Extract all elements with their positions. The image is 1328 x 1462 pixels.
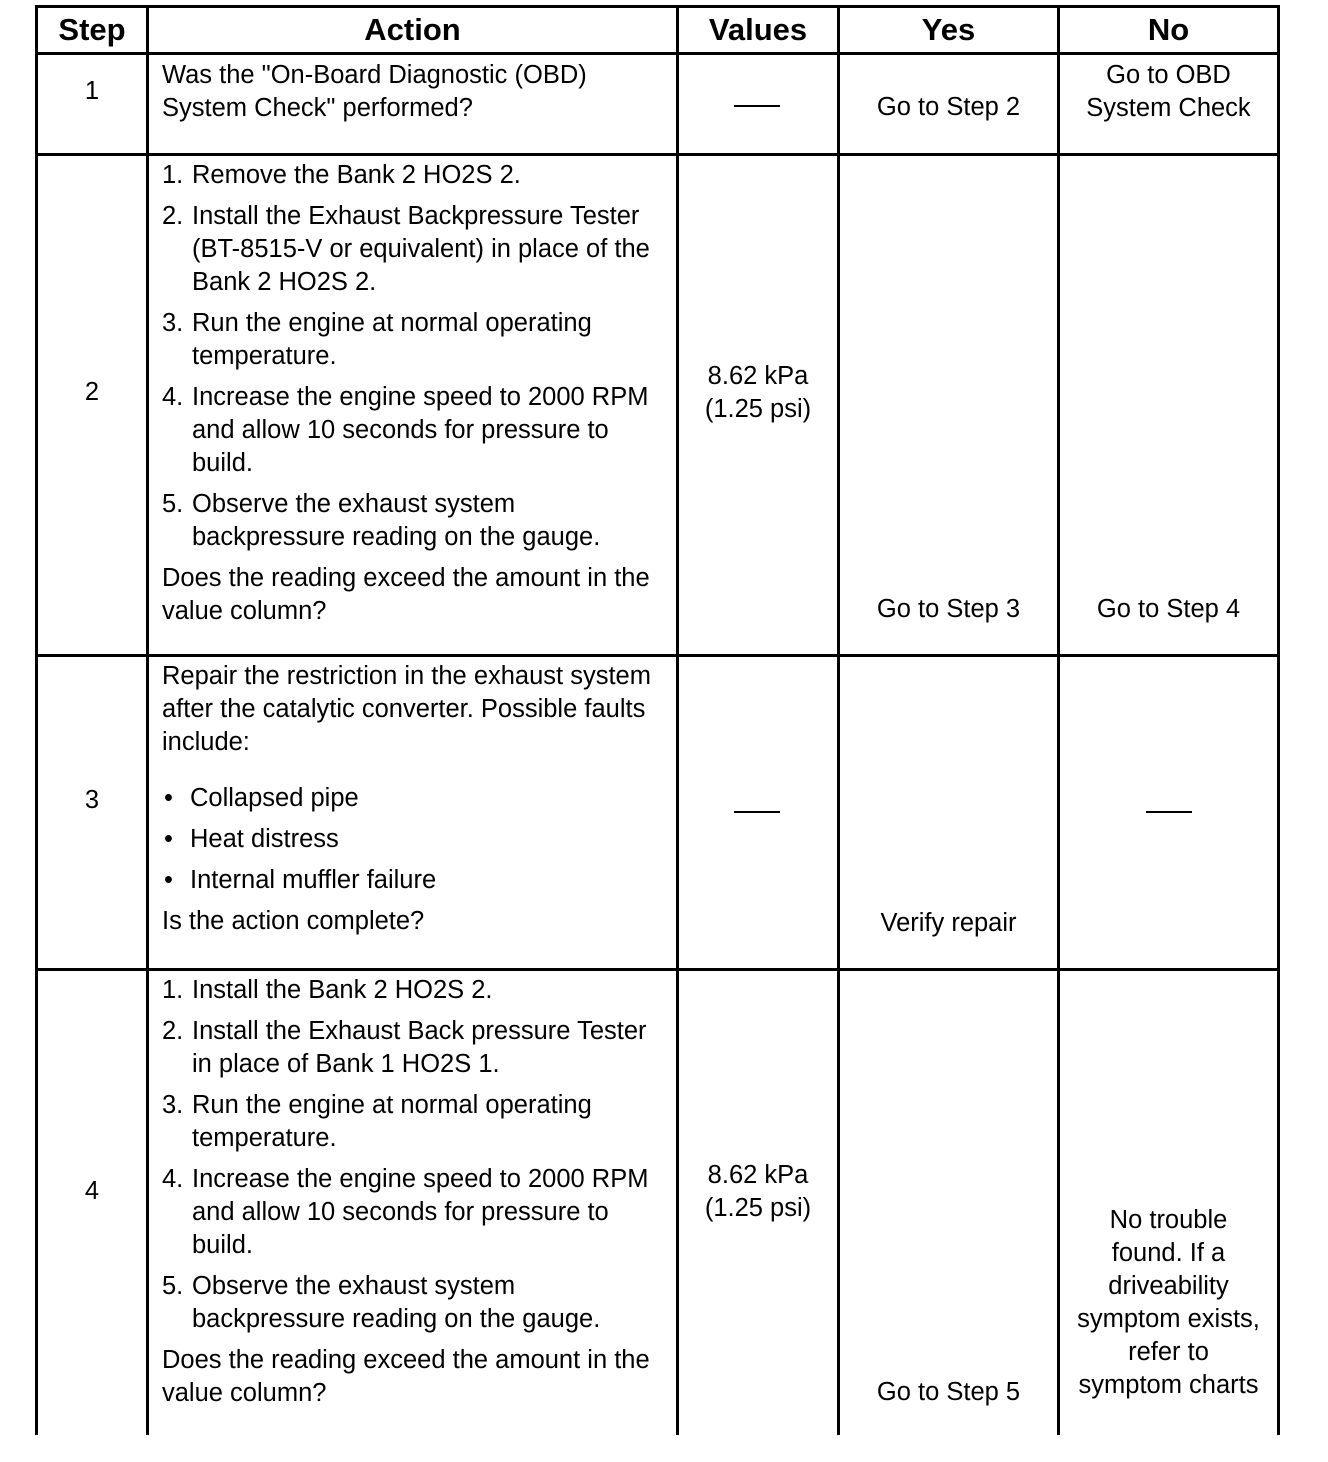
yes-result: Go to Step 5 <box>876 1378 1021 1406</box>
action-procedure <box>162 159 662 628</box>
list-item: 4. Increase the engine speed to 2000 RPM and allow 10 seconds for pressure to build. <box>162 1165 649 1259</box>
column-divider <box>837 5 840 1435</box>
question: Does the reading exceed the amount in the value column? <box>162 564 650 625</box>
header-no: No <box>1147 12 1190 47</box>
list-item: 3. Run the engine at normal operating temperature. <box>162 309 592 370</box>
step-number: 2 <box>84 378 100 406</box>
yes-result: Go to Step 2 <box>876 93 1021 121</box>
list-item: • Collapsed pipe <box>164 784 359 812</box>
dash-value <box>734 105 780 107</box>
list-item: 5. Observe the exhaust system backpressure reading on the gauge. <box>162 490 601 551</box>
step-number: 1 <box>84 77 100 105</box>
header-action: Action <box>364 12 461 47</box>
dash-value <box>734 811 780 813</box>
header-yes: Yes <box>921 12 976 47</box>
column-divider <box>146 5 149 1435</box>
value-spec: 8.62 kPa (1.25 psi) <box>704 1161 812 1222</box>
question: Is the action complete? <box>162 907 425 935</box>
no-result: Go to OBD System Check <box>1086 61 1251 122</box>
question: Does the reading exceed the amount in the value column? <box>162 1346 650 1407</box>
row-divider <box>35 968 1280 971</box>
list-item: 5. Observe the exhaust system backpressure reading on the gauge. <box>162 1272 601 1333</box>
step-number: 4 <box>84 1177 100 1205</box>
yes-result: Verify repair <box>880 909 1017 937</box>
intro-text: Repair the restriction in the exhaust system after the catalytic converter. Possible faults include: <box>162 662 651 756</box>
list-item: • Heat distress <box>164 825 339 853</box>
list-item: • Internal muffler failure <box>164 866 437 894</box>
header-values: Values <box>708 12 808 47</box>
list-item: 1. Remove the Bank 2 HO2S 2. <box>162 161 521 189</box>
step-number: 3 <box>84 786 100 814</box>
list-item: 4. Increase the engine speed to 2000 RPM and allow 10 seconds for pressure to build. <box>162 383 649 477</box>
action-procedure <box>162 660 662 938</box>
yes-result: Go to Step 3 <box>876 595 1021 623</box>
no-result: No trouble found. If a driveability symptom exists, refer to symptom charts <box>1077 1206 1260 1399</box>
row-divider <box>35 153 1280 156</box>
column-divider <box>1057 5 1060 1435</box>
header-step: Step <box>58 12 126 47</box>
action-text: Was the "On-Board Diagnostic (OBD) System Check" performed? <box>162 61 587 122</box>
list-item: 2. Install the Exhaust Back pressure Tester in place of Bank 1 HO2S 1. <box>162 1017 647 1078</box>
list-item: 2. Install the Exhaust Backpressure Tester (BT-8515-V or equivalent) in place of the Bank 2 HO2S 2. <box>162 202 650 296</box>
row-divider <box>35 654 1280 657</box>
dash-no <box>1146 811 1192 813</box>
table-border-left <box>35 5 38 1435</box>
value-spec: 8.62 kPa (1.25 psi) <box>704 362 812 423</box>
diagnostic-table <box>35 5 1280 1435</box>
list-item: 1. Install the Bank 2 HO2S 2. <box>162 976 493 1004</box>
action-procedure <box>162 974 662 1410</box>
no-result: Go to Step 4 <box>1096 595 1241 623</box>
list-item: 3. Run the engine at normal operating temperature. <box>162 1091 592 1152</box>
table-border-right <box>1277 5 1280 1435</box>
